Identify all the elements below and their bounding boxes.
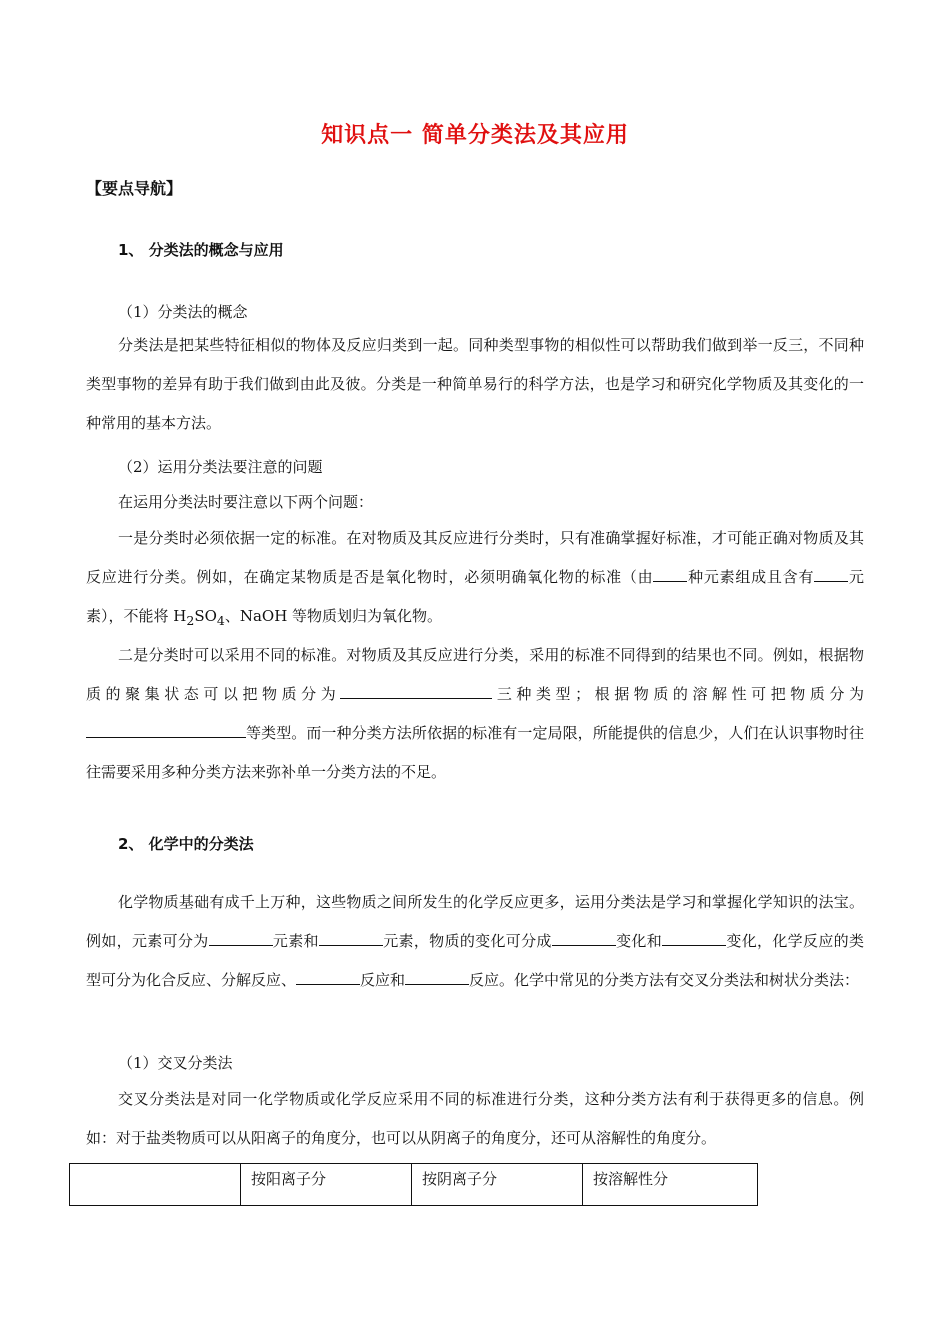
table-header-cell: 按溶解性分 bbox=[583, 1164, 758, 1206]
table-header-row bbox=[70, 1164, 758, 1206]
fill-blank bbox=[662, 928, 726, 946]
nav-heading: 【要点导航】 bbox=[86, 179, 183, 198]
fill-blank bbox=[86, 720, 246, 738]
section1-subheading-2: （2）运用分类法要注意的问题 bbox=[118, 458, 323, 476]
fill-blank bbox=[296, 967, 360, 985]
section2-heading: 2、 化学中的分类法 bbox=[118, 835, 254, 853]
section2-paragraph-1: 化学物质基础有成千上万种，这些物质之间所发生的化学反应更多，运用分类法是学习和掌握化学知识的法宝。例如，元素可分为 元素和 元素，物质的变化可分成 变化和 变化，化学反应的类型可分为化合反应、分解反应、 反应和 反应。化学中常见的分类方法有交叉分类法和树状分类法： bbox=[86, 893, 864, 989]
fill-blank bbox=[319, 928, 383, 946]
fill-blank bbox=[405, 967, 469, 985]
section2-paragraph-2: 交叉分类法是对同一化学物质或化学反应采用不同的标准进行分类，这种分类方法有利于获得更多的信息。例如：对于盐类物质可以从阳离子的角度分，也可以从阴离子的角度分，还可从溶解性的角度分。 bbox=[86, 1090, 864, 1147]
section1-paragraph-1: 分类法是把某些特征相似的物体及反应归类到一起。同种类型事物的相似性可以帮助我们做到举一反三，不同种类型事物的差异有助于我们做到由此及彼。分类是一种简单易行的科学方法，也是学习和研究化学物质及其变化的一种常用的基本方法。 bbox=[86, 336, 864, 432]
section1-paragraph-4: 二是分类时可以采用不同的标准。对物质及其反应进行分类，采用的标准不同得到的结果也不同。例如，根据物质的聚集状态可以把物质分为 三种类型；根据物质的溶解性可把物质分为等类型。而一种分类方法所依据的标准有一定局限，所能提供的信息少，人们在认识事物时往往需要采用多种分类方法来弥补单一分类方法的不足。 bbox=[86, 646, 864, 781]
section2-subheading-1: （1）交叉分类法 bbox=[118, 1054, 233, 1072]
fill-blank bbox=[209, 928, 273, 946]
fill-blank bbox=[552, 928, 616, 946]
classification-table bbox=[69, 1163, 758, 1206]
section1-paragraph-2: 在运用分类法时要注意以下两个问题： bbox=[118, 493, 374, 511]
section1-heading: 1、 分类法的概念与应用 bbox=[118, 241, 284, 259]
section1-paragraph-3: 一是分类时必须依据一定的标准。在对物质及其反应进行分类时，只有准确掌握好标准，才可能正确对物质及其反应进行分类。例如，在确定某物质是否是氧化物时，必须明确氧化物的标准（由 种元素组成且含有 元素），不能将 $H_2SO_4$、NaOH 等物质划归为氧化物。 bbox=[86, 529, 864, 628]
page-title: 知识点一 简单分类法及其应用 bbox=[321, 123, 629, 148]
fill-blank bbox=[814, 564, 848, 582]
table-header-cell: 按阳离子分 bbox=[241, 1164, 412, 1206]
fill-blank bbox=[653, 564, 687, 582]
fill-blank bbox=[340, 681, 492, 699]
table-header-cell: 按阴离子分 bbox=[412, 1164, 583, 1206]
table-header-cell bbox=[70, 1164, 241, 1206]
section1-subheading-1: （1）分类法的概念 bbox=[118, 303, 248, 321]
